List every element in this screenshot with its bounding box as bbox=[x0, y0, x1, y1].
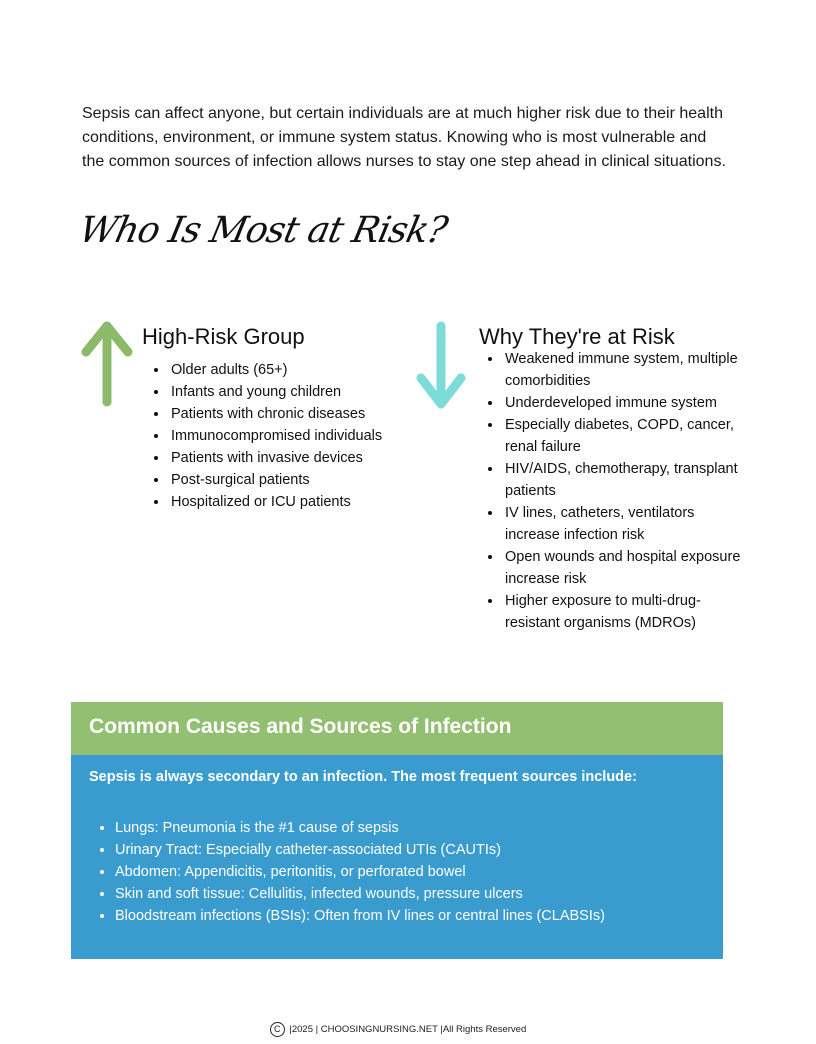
list-item: • Bloodstream infections (BSIs): Often from IV lines or central lines (CLABSIs) bbox=[115, 905, 605, 927]
list-item: • Older adults (65+) bbox=[169, 359, 429, 381]
list-item: • Open wounds and hospital exposure increase risk bbox=[503, 546, 753, 590]
list-item: • Weakened immune system, multiple comorbidities bbox=[503, 348, 753, 392]
intro-paragraph: Sepsis can affect anyone, but certain individuals are at much higher risk due to their health conditions, environment, or immune system status. Knowing who is most vulnerable and the common sources of infection allows nurses to stay one step ahead in clinical situations. bbox=[82, 105, 726, 170]
list-item: • IV lines, catheters, ventilators increase infection risk bbox=[503, 502, 753, 546]
high-risk-title: High-Risk Group bbox=[142, 324, 305, 349]
causes-intro: Sepsis is always secondary to an infection. The most frequent sources include: bbox=[89, 769, 637, 785]
list-item: • Underdeveloped immune system bbox=[503, 392, 753, 414]
list-item: • Immunocompromised individuals bbox=[169, 425, 429, 447]
why-risk-list bbox=[483, 348, 753, 634]
why-risk-title: Why They're at Risk bbox=[479, 324, 675, 349]
list-item: • Patients with chronic diseases bbox=[169, 403, 429, 425]
list-item: • Patients with invasive devices bbox=[169, 447, 429, 469]
causes-box bbox=[71, 702, 723, 959]
footer-text: |2025 | CHOOSINGNURSING.NET |All Rights Reserved bbox=[289, 1024, 527, 1036]
footer bbox=[0, 1022, 796, 1037]
high-risk-list bbox=[149, 359, 429, 513]
causes-header bbox=[71, 702, 723, 755]
list-item: • Especially diabetes, COPD, cancer, renal failure bbox=[503, 414, 753, 458]
list-item: • Abdomen: Appendicitis, peritonitis, or perforated bowel bbox=[115, 861, 605, 883]
list-item: • Post-surgical patients bbox=[169, 469, 429, 491]
list-item: • Higher exposure to multi-drug-resistant organisms (MDROs) bbox=[503, 590, 753, 634]
list-item: • Skin and soft tissue: Cellulitis, infected wounds, pressure ulcers bbox=[115, 883, 605, 905]
list-item: • Hospitalized or ICU patients bbox=[169, 491, 429, 513]
arrow-up-icon bbox=[80, 318, 134, 408]
arrow-down-icon bbox=[416, 320, 466, 412]
copyright-icon: C bbox=[270, 1022, 285, 1037]
section-title: Who Is Most at Risk? bbox=[75, 210, 451, 251]
causes-list bbox=[95, 817, 605, 927]
causes-title: Common Causes and Sources of Infection bbox=[89, 715, 512, 738]
list-item: • Urinary Tract: Especially catheter-associated UTIs (CAUTIs) bbox=[115, 839, 605, 861]
list-item: • Lungs: Pneumonia is the #1 cause of sepsis bbox=[115, 817, 605, 839]
list-item: • HIV/AIDS, chemotherapy, transplant patients bbox=[503, 458, 753, 502]
list-item: • Infants and young children bbox=[169, 381, 429, 403]
